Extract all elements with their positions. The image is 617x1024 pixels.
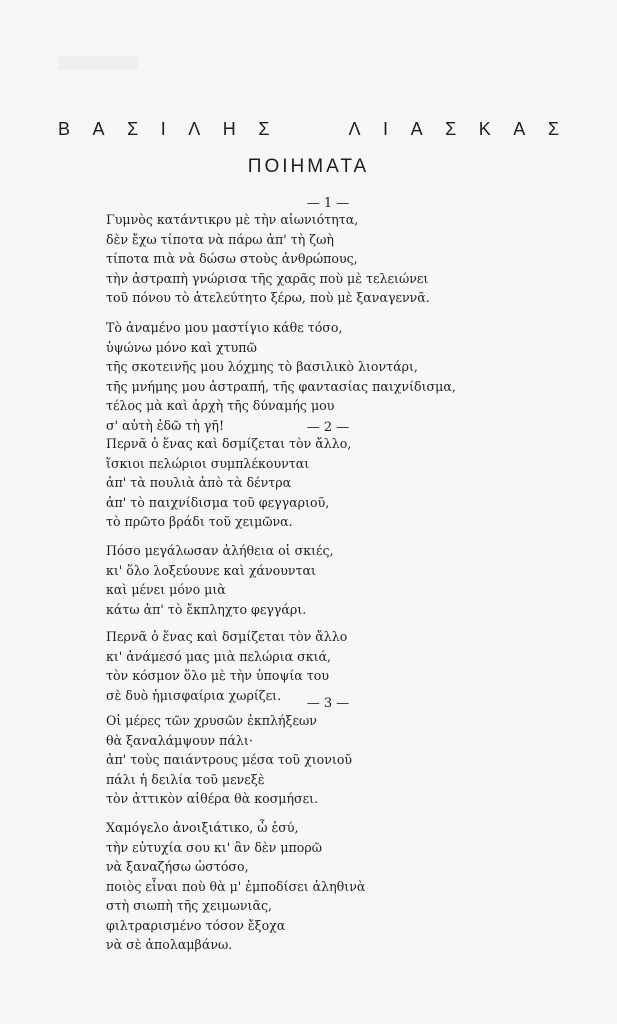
stanza — [106, 627, 347, 705]
poem-line: τέλος μὰ καὶ ἀρχὴ τῆς δύναμής μου — [106, 398, 335, 413]
word-gap — [292, 119, 326, 140]
poem-line: ὑψώνω μόνο καὶ χτυπῶ — [106, 339, 257, 355]
author-letter: Β — [58, 119, 71, 139]
section-number: — 2 — — [306, 420, 350, 435]
poem-line: τὸν κόσμον ὅλο μὲ τὴν ὑποψία του — [106, 668, 329, 683]
author-letter: Κ — [478, 119, 491, 139]
poem-line: Περνᾶ ὁ ἕνας καὶ δσμίζεται τὸν ἄλλο, — [106, 436, 352, 451]
faint-stamp-mark — [58, 56, 138, 70]
poem-line: σὲ δυὸ ἡμισφαίρια χωρίζει. — [106, 687, 282, 703]
poem-line: Τὸ ἀναμένο μου μαστίγιο κάθε τόσο, — [106, 320, 343, 335]
poem-line: φιλτραρισμένο τόσον ἔξοχα — [106, 917, 286, 933]
poem-line: νὰ ξαναζήσω ὡστόσο, — [106, 859, 249, 874]
poem-line: ἴσκιοι πελώριοι συμπλέκουνται — [106, 455, 310, 471]
poem-line: ποιὸς εἶναι ποὺ θὰ μ' ἐμποδίσει ἀληθινὰ — [106, 878, 366, 894]
page-title: ΠΟΙΗΜΑΤΑ — [247, 156, 370, 177]
author-name — [0, 119, 617, 140]
author-letter: Ι — [383, 119, 389, 139]
poem-line: ἀπ' τοὺς παιάντρους μέσα τοῦ χιονιοῦ — [106, 752, 353, 767]
poem-line: στὴ σιωπὴ τῆς χειμωνιᾶς, — [106, 898, 273, 913]
poem-line: Πόσο μεγάλωσαν ἀλήθεια οἱ σκιές, — [106, 543, 334, 558]
poem-line: δὲν ἔχω τίποτα νὰ πάρω ἀπ' τὴ ζωὴ — [106, 231, 334, 247]
author-letter: Σ — [445, 119, 457, 139]
section-number: — 1 — — [306, 196, 350, 211]
poem-line: ἀπ' τὸ παιχνίδισμα τοῦ φεγγαριοῦ, — [106, 494, 330, 510]
poem-line: θὰ ξαναλάμψουν πάλι· — [106, 732, 253, 748]
poem-line: κι' ὅλο λοξεύουνε καὶ χάνουνται — [106, 562, 316, 578]
stanza — [106, 541, 334, 619]
poem-line: τίποτα πιὰ νὰ δώσω στοὺς ἀνθρώπους, — [106, 251, 358, 266]
poem-line: τῆς σκοτεινῆς μου λόχμης τὸ βασιλικὸ λιοντάρι, — [106, 359, 418, 374]
poem-line: πάλι ἡ δειλία τοῦ μενεξὲ — [106, 771, 265, 787]
poem-line: καὶ μένει μόνο μιὰ — [106, 582, 226, 597]
author-letter: Σ — [547, 119, 559, 139]
poem-line: Περνᾶ ὁ ἕνας καὶ δσμίζεται τὸν ἄλλο — [106, 629, 348, 644]
poem-line: σ' αὐτὴ ἐδῶ τὴ γῆ! — [106, 417, 224, 433]
poem-line: Χαμόγελο ἀνοιξιάτικο, ὦ ἐσύ, — [106, 820, 299, 835]
poem-line: Οἱ μέρες τῶν χρυσῶν ἐκπλήξεων — [106, 713, 317, 728]
poem-line: τὸ πρῶτο βράδι τοῦ χειμῶνα. — [106, 514, 293, 529]
stanza — [106, 434, 351, 532]
poem-line: κι' ἀνάμεσό μας μιὰ πελώρια σκιά, — [106, 648, 332, 664]
poem-line: τὴν ἀστραπὴ γνώρισα τῆς χαρᾶς ποὺ μὲ τελειώνει — [106, 270, 429, 286]
author-letter: Α — [513, 119, 526, 139]
section-number: — 3 — — [306, 696, 350, 711]
stanza — [106, 318, 456, 435]
stanza — [106, 210, 430, 308]
author-letter: Σ — [127, 119, 139, 139]
poem-line: κάτω ἀπ' τὸ ἔκπληχτο φεγγάρι. — [106, 601, 307, 617]
author-letter: Λ — [188, 119, 201, 139]
poem-line: τὴν εὐτυχία σου κι' ἂν δὲν μπορῶ — [106, 839, 323, 855]
poem-line: Γυμνὸς κατάντικρυ μὲ τὴν αἰωνιότητα, — [106, 212, 359, 227]
stanza — [106, 818, 365, 955]
poem-line: τοῦ πόνου τὸ ἀτελεύτητο ξέρω, ποὺ μὲ ξαναγεννᾶ. — [106, 290, 430, 305]
poem-line: ἀπ' τὰ πουλιὰ ἀπὸ τὰ δέντρα — [106, 475, 292, 490]
author-letter: Λ — [348, 119, 361, 139]
poem-line: τὸν ἀττικὸν αἰθέρα θὰ κοσμήσει. — [106, 791, 319, 806]
poem-line: νὰ σὲ ἀπολαμβάνω. — [106, 937, 233, 952]
author-letter: Ι — [160, 119, 166, 139]
stanza — [106, 711, 352, 809]
author-letter: Σ — [258, 119, 270, 139]
author-letter: Η — [222, 119, 236, 139]
author-letter: Α — [410, 119, 423, 139]
author-letter: Α — [92, 119, 105, 139]
poem-line: τῆς μνήμης μου ἀστραπή, τῆς φαντασίας παιχνίδισμα, — [106, 378, 456, 394]
